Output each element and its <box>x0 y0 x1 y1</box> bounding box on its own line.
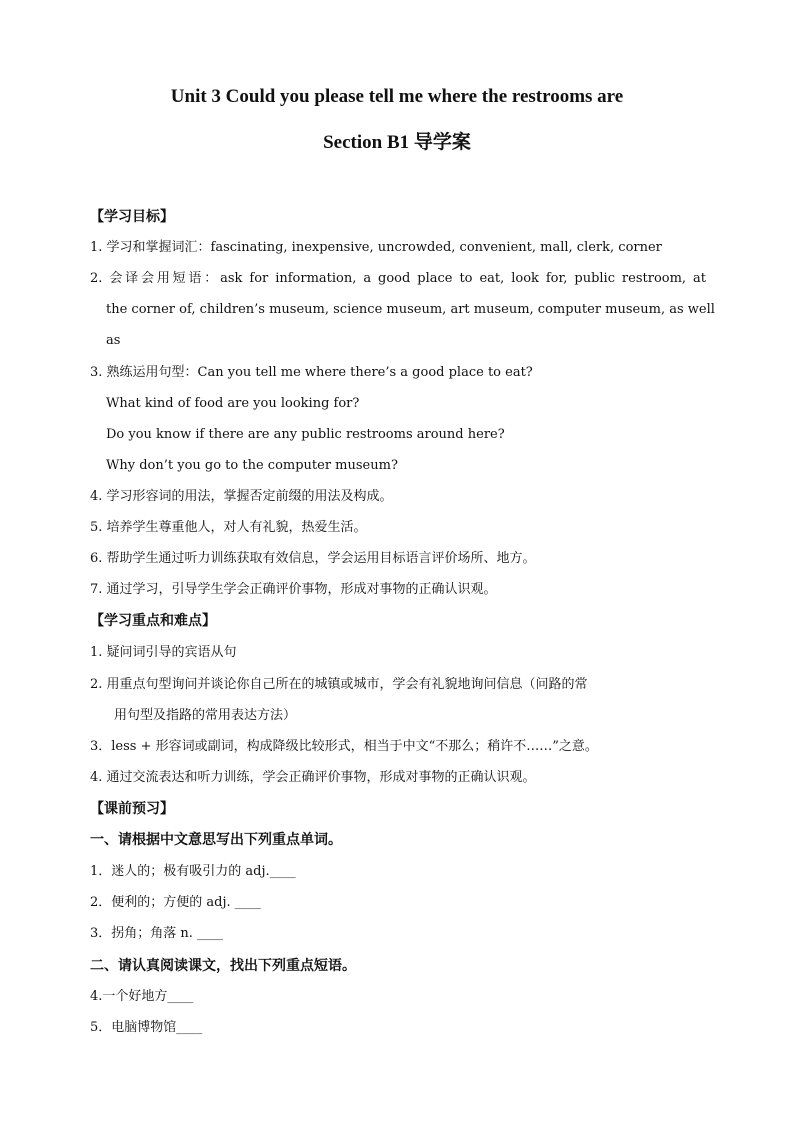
goals-heading: 【学习目标】 <box>90 209 174 225</box>
keypoint-line: 用句型及指路的常用表达方法） <box>114 708 297 723</box>
goal-line: 1. 学习和掌握词汇：fascinating, inexpensive, uncrowded, convenient, mall, clerk, corner <box>90 240 662 255</box>
vocab-item: 2．便利的；方便的 adj. ____ <box>90 895 261 910</box>
goal-line: 2. 会译会用短语：ask for information, a good place to eat, look for, public restroom, at <box>90 271 706 286</box>
keypoint-line: 2. 用重点句型询问并谈论你自己所在的城镇或城市，学会有礼貌地询问信息（问路的常 <box>90 677 588 692</box>
goal-line: 6. 帮助学生通过听力训练获取有效信息，学会运用目标语言评价场所、地方。 <box>90 551 536 566</box>
keypoint-line: 3．less + 形容词或副词，构成降级比较形式，相当于中文“不那么；稍许不……”之意。 <box>90 739 598 754</box>
preview-section-2: 二、请认真阅读课文，找出下列重点短语。 <box>90 958 356 974</box>
vocab-item: 3．拐角；角落 n. ____ <box>90 926 224 941</box>
preview-section-1: 一、请根据中文意思写出下列重点单词。 <box>90 832 342 848</box>
page-subtitle: Section B1 导学案 <box>323 132 471 153</box>
goal-line: the corner of, children’s museum, science museum, art museum, computer museum, as well <box>106 302 715 317</box>
goal-line: 7. 通过学习，引导学生学会正确评价事物，形成对事物的正确认识观。 <box>90 582 497 597</box>
keypoint-line: 4. 通过交流表达和听力训练，学会正确评价事物，形成对事物的正确认识观。 <box>90 770 536 785</box>
goal-line: as <box>106 333 121 348</box>
keypoint-line: 1. 疑问词引导的宾语从句 <box>90 645 237 660</box>
goal-line: 3. 熟练运用句型：Can you tell me where there’s a good place to eat? <box>90 365 533 380</box>
goal-line: What kind of food are you looking for? <box>106 396 360 411</box>
preview-heading: 【课前预习】 <box>90 801 174 817</box>
page-title: Unit 3 Could you please tell me where the restrooms are <box>170 86 624 107</box>
phrase-item: 4.一个好地方____ <box>90 989 194 1004</box>
goal-line: Why don’t you go to the computer museum? <box>106 458 398 473</box>
vocab-item: 1．迷人的；极有吸引力的 adj.____ <box>90 864 296 879</box>
phrase-item: 5．电脑博物馆____ <box>90 1020 203 1035</box>
goal-line: 5. 培养学生尊重他人，对人有礼貌，热爱生活。 <box>90 520 367 535</box>
goal-line: Do you know if there are any public restrooms around here? <box>106 427 505 442</box>
goal-line: 4. 学习形容词的用法，掌握否定前缀的用法及构成。 <box>90 489 393 504</box>
keypoints-heading: 【学习重点和难点】 <box>90 613 216 629</box>
